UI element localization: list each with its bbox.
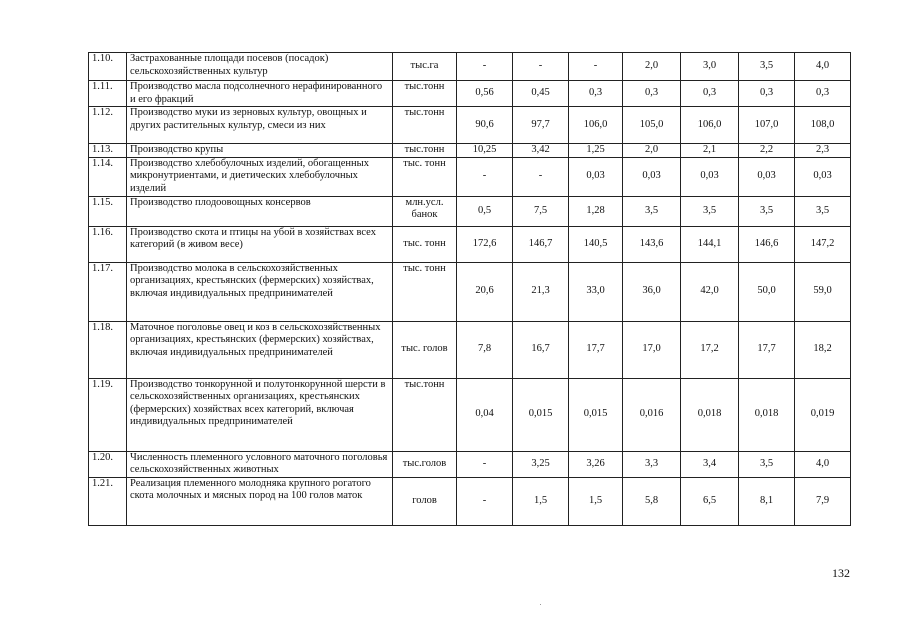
value-cell: 3,5	[739, 451, 795, 477]
value-cell: 1,5	[513, 477, 569, 525]
value-cell: -	[457, 451, 513, 477]
unit-cell: тыс. тонн	[393, 262, 457, 321]
table-row	[89, 262, 851, 321]
value-cell: 106,0	[569, 107, 623, 144]
value-cell: 7,5	[513, 196, 569, 226]
value-cell: 107,0	[739, 107, 795, 144]
table-row	[89, 107, 851, 144]
row-number: 1.20.	[89, 451, 127, 477]
value-cell: 0,018	[681, 378, 739, 451]
indicator-name: Застрахованные площади посевов (посадок) сельскохозяйственных культур	[127, 53, 393, 81]
unit-cell: тыс.голов	[393, 451, 457, 477]
value-cell: 0,03	[681, 157, 739, 196]
value-cell: 36,0	[623, 262, 681, 321]
table-row	[89, 226, 851, 262]
table-row	[89, 477, 851, 525]
value-cell: 0,3	[569, 81, 623, 107]
value-cell: 1,5	[569, 477, 623, 525]
value-cell: 17,7	[739, 321, 795, 378]
value-cell: 0,03	[569, 157, 623, 196]
value-cell: 1,25	[569, 144, 623, 158]
value-cell: 143,6	[623, 226, 681, 262]
unit-cell: тыс. тонн	[393, 157, 457, 196]
value-cell: 0,016	[623, 378, 681, 451]
value-cell: 0,018	[739, 378, 795, 451]
value-cell: 0,03	[623, 157, 681, 196]
value-cell: -	[457, 477, 513, 525]
unit-cell: тыс.га	[393, 53, 457, 81]
value-cell: 108,0	[795, 107, 851, 144]
value-cell: 2,0	[623, 144, 681, 158]
indicator-name: Производство скота и птицы на убой в хозяйствах всех категорий (в живом весе)	[127, 226, 393, 262]
page-number: 132	[832, 566, 850, 580]
row-number: 1.12.	[89, 107, 127, 144]
row-number: 1.16.	[89, 226, 127, 262]
value-cell: 3,0	[681, 53, 739, 81]
value-cell: 0,56	[457, 81, 513, 107]
indicator-name: Производство плодоовощных консервов	[127, 196, 393, 226]
unit-cell: млн.усл. банок	[393, 196, 457, 226]
value-cell: -	[513, 157, 569, 196]
indicator-name: Реализация племенного молодняка крупного рогатого скота молочных и мясных пород на 100 голов маток	[127, 477, 393, 525]
value-cell: 50,0	[739, 262, 795, 321]
unit-cell: тыс. голов	[393, 321, 457, 378]
indicator-name: Производство хлебобулочных изделий, обогащенных микронутриентами, и диетических хлебобулочных изделий	[127, 157, 393, 196]
value-cell: 2,1	[681, 144, 739, 158]
value-cell: -	[569, 53, 623, 81]
value-cell: 10,25	[457, 144, 513, 158]
value-cell: 2,0	[623, 53, 681, 81]
value-cell: 106,0	[681, 107, 739, 144]
value-cell: 0,019	[795, 378, 851, 451]
table-row	[89, 81, 851, 107]
row-number: 1.10.	[89, 53, 127, 81]
value-cell: 4,0	[795, 451, 851, 477]
value-cell: 18,2	[795, 321, 851, 378]
table-row	[89, 144, 851, 158]
row-number: 1.14.	[89, 157, 127, 196]
value-cell: 17,2	[681, 321, 739, 378]
value-cell: 146,6	[739, 226, 795, 262]
value-cell: 0,015	[569, 378, 623, 451]
value-cell: -	[513, 53, 569, 81]
value-cell: 0,3	[623, 81, 681, 107]
value-cell: 33,0	[569, 262, 623, 321]
row-number: 1.18.	[89, 321, 127, 378]
indicator-name: Производство масла подсолнечного нерафинированного и его фракций	[127, 81, 393, 107]
indicator-name: Производство тонкорунной и полутонкорунной шерсти в сельскохозяйственных организациях, крестьянских (фермерских) хозяйствах всех категорий, включая индивидуальных предпринимателей	[127, 378, 393, 451]
value-cell: -	[457, 157, 513, 196]
indicator-name: Производство крупы	[127, 144, 393, 158]
value-cell: 17,0	[623, 321, 681, 378]
value-cell: 0,3	[681, 81, 739, 107]
value-cell: 0,5	[457, 196, 513, 226]
value-cell: 0,03	[739, 157, 795, 196]
value-cell: 140,5	[569, 226, 623, 262]
value-cell: 42,0	[681, 262, 739, 321]
value-cell: 7,8	[457, 321, 513, 378]
value-cell: 17,7	[569, 321, 623, 378]
value-cell: 3,42	[513, 144, 569, 158]
indicator-name: Производство муки из зерновых культур, овощных и других растительных культур, смеси из них	[127, 107, 393, 144]
value-cell: 3,25	[513, 451, 569, 477]
value-cell: 3,3	[623, 451, 681, 477]
value-cell: 3,5	[739, 196, 795, 226]
value-cell: 147,2	[795, 226, 851, 262]
value-cell: 2,3	[795, 144, 851, 158]
value-cell: 0,04	[457, 378, 513, 451]
unit-cell: тыс.тонн	[393, 378, 457, 451]
value-cell: 16,7	[513, 321, 569, 378]
value-cell: 90,6	[457, 107, 513, 144]
value-cell: 3,5	[623, 196, 681, 226]
value-cell: 6,5	[681, 477, 739, 525]
unit-cell: тыс.тонн	[393, 144, 457, 158]
value-cell: 3,26	[569, 451, 623, 477]
row-number: 1.11.	[89, 81, 127, 107]
indicator-name: Маточное поголовье овец и коз в сельскохозяйственных организациях, крестьянских (фермерских) хозяйствах, включая индивидуальных предпринимателей	[127, 321, 393, 378]
unit-cell: тыс.тонн	[393, 81, 457, 107]
indicator-name: Численность племенного условного маточного поголовья сельскохозяйственных животных	[127, 451, 393, 477]
table-row	[89, 53, 851, 81]
value-cell: 1,28	[569, 196, 623, 226]
table-row	[89, 321, 851, 378]
value-cell: 105,0	[623, 107, 681, 144]
value-cell: -	[457, 53, 513, 81]
value-cell: 146,7	[513, 226, 569, 262]
row-number: 1.15.	[89, 196, 127, 226]
indicators-table	[88, 52, 851, 526]
value-cell: 59,0	[795, 262, 851, 321]
unit-cell: тыс.тонн	[393, 107, 457, 144]
value-cell: 3,5	[795, 196, 851, 226]
table-row	[89, 196, 851, 226]
row-number: 1.13.	[89, 144, 127, 158]
row-number: 1.21.	[89, 477, 127, 525]
indicator-name: Производство молока в сельскохозяйственных организациях, крестьянских (фермерских) хозяйствах, включая индивидуальных предпринимателей	[127, 262, 393, 321]
value-cell: 2,2	[739, 144, 795, 158]
value-cell: 3,5	[739, 53, 795, 81]
row-number: 1.19.	[89, 378, 127, 451]
value-cell: 4,0	[795, 53, 851, 81]
value-cell: 0,45	[513, 81, 569, 107]
value-cell: 0,3	[739, 81, 795, 107]
unit-cell: тыс. тонн	[393, 226, 457, 262]
value-cell: 5,8	[623, 477, 681, 525]
value-cell: 97,7	[513, 107, 569, 144]
row-number: 1.17.	[89, 262, 127, 321]
value-cell: 0,015	[513, 378, 569, 451]
value-cell: 144,1	[681, 226, 739, 262]
value-cell: 7,9	[795, 477, 851, 525]
value-cell: 172,6	[457, 226, 513, 262]
value-cell: 21,3	[513, 262, 569, 321]
unit-cell: голов	[393, 477, 457, 525]
table-row	[89, 378, 851, 451]
table-row	[89, 157, 851, 196]
value-cell: 0,3	[795, 81, 851, 107]
value-cell: 20,6	[457, 262, 513, 321]
value-cell: 8,1	[739, 477, 795, 525]
scan-speck	[540, 604, 541, 605]
value-cell: 0,03	[795, 157, 851, 196]
value-cell: 3,4	[681, 451, 739, 477]
table-row	[89, 451, 851, 477]
value-cell: 3,5	[681, 196, 739, 226]
